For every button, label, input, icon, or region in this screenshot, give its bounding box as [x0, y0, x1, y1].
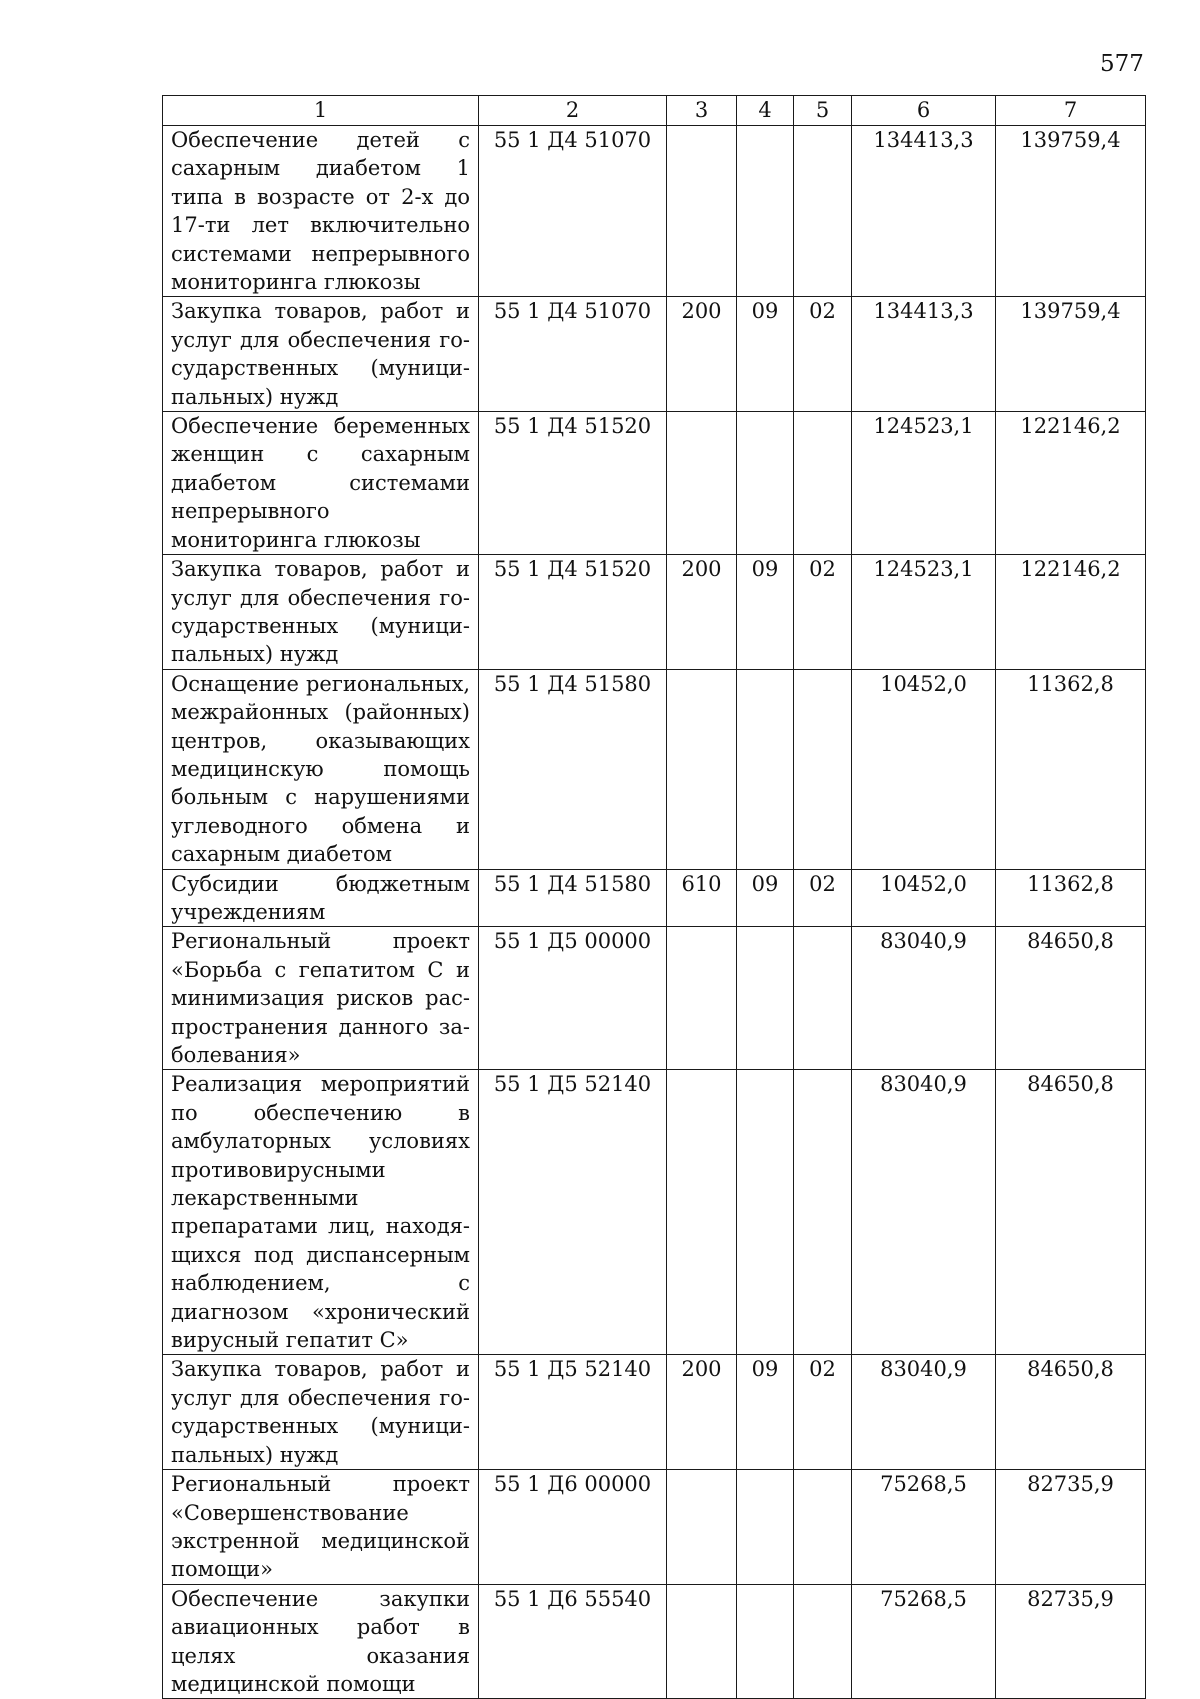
row-col-6: 75268,5	[852, 1584, 996, 1699]
row-name: Обеспечение беременных женщин с сахарным диабетом системами непрерывного мониторинга глюкозы	[163, 412, 479, 555]
table-row	[163, 1355, 1146, 1470]
row-name: Закупка товаров, работ и услуг для обеспечения государственных (муниципальных) нужд	[163, 297, 479, 412]
row-code: 55 1 Д4 51070	[479, 297, 667, 412]
row-col-5: 02	[794, 297, 852, 412]
row-col-3	[667, 669, 737, 869]
row-col-7: 11362,8	[996, 669, 1146, 869]
column-header-5: 5	[794, 96, 852, 126]
row-col-7: 84650,8	[996, 1355, 1146, 1470]
column-header-2: 2	[479, 96, 667, 126]
row-col-3: 610	[667, 869, 737, 927]
row-col-4: 09	[737, 297, 794, 412]
table-row	[163, 1070, 1146, 1355]
row-col-6: 75268,5	[852, 1470, 996, 1585]
row-col-6: 10452,0	[852, 869, 996, 927]
row-col-4	[737, 1470, 794, 1585]
row-col-7: 82735,9	[996, 1470, 1146, 1585]
row-col-6: 83040,9	[852, 927, 996, 1070]
column-header-4: 4	[737, 96, 794, 126]
row-name: Закупка товаров, работ и услуг для обеспечения государственных (муниципальных) нужд	[163, 555, 479, 670]
row-col-7: 122146,2	[996, 555, 1146, 670]
row-col-5: 02	[794, 555, 852, 670]
row-col-4: 09	[737, 1355, 794, 1470]
table-row	[163, 555, 1146, 670]
row-name: Обеспечение детей с сахарным диабетом 1 типа в возрасте от 2-х до 17-ти лет включительно системами непрерывного мониторинга глюкозы	[163, 126, 479, 297]
table-header	[163, 96, 1146, 126]
row-col-3: 200	[667, 1355, 737, 1470]
row-col-6: 124523,1	[852, 555, 996, 670]
row-col-3	[667, 1470, 737, 1585]
row-col-7: 84650,8	[996, 927, 1146, 1070]
row-col-5	[794, 412, 852, 555]
row-code: 55 1 Д6 00000	[479, 1470, 667, 1585]
budget-table	[162, 95, 1146, 1699]
row-col-4	[737, 126, 794, 297]
table-row	[163, 869, 1146, 927]
row-code: 55 1 Д4 51520	[479, 555, 667, 670]
row-col-5: 02	[794, 1355, 852, 1470]
row-col-6: 134413,3	[852, 126, 996, 297]
table-row	[163, 927, 1146, 1070]
row-col-4	[737, 927, 794, 1070]
row-col-6: 83040,9	[852, 1355, 996, 1470]
table-row	[163, 126, 1146, 297]
table-row	[163, 1470, 1146, 1585]
header-row	[163, 96, 1146, 126]
row-col-4	[737, 1070, 794, 1355]
row-col-6: 10452,0	[852, 669, 996, 869]
row-col-3: 200	[667, 297, 737, 412]
row-col-3	[667, 1584, 737, 1699]
row-code: 55 1 Д5 52140	[479, 1355, 667, 1470]
row-col-7: 139759,4	[996, 297, 1146, 412]
row-col-7: 122146,2	[996, 412, 1146, 555]
row-name: Закупка товаров, работ и услуг для обеспечения государственных (муниципальных) нужд	[163, 1355, 479, 1470]
row-name: Региональный проект «Борьба с гепатитом С и минимизация рисков распространения данного заболевания»	[163, 927, 479, 1070]
row-code: 55 1 Д4 51580	[479, 669, 667, 869]
row-name: Обеспечение закупки авиационных работ в целях оказания медицинской помощи	[163, 1584, 479, 1699]
row-col-5	[794, 126, 852, 297]
row-col-5	[794, 1470, 852, 1585]
column-header-7: 7	[996, 96, 1146, 126]
row-col-4: 09	[737, 555, 794, 670]
row-col-6: 124523,1	[852, 412, 996, 555]
row-col-5	[794, 1584, 852, 1699]
row-col-4	[737, 412, 794, 555]
row-name: Реализация мероприятий по обеспечению в амбулаторных условиях противовирусными лекарственными препаратами лиц, находящихся под диспансерным наблюдением, с диагнозом «хронический вирусный гепатит С»	[163, 1070, 479, 1355]
column-header-1: 1	[163, 96, 479, 126]
row-col-7: 84650,8	[996, 1070, 1146, 1355]
row-code: 55 1 Д4 51070	[479, 126, 667, 297]
row-code: 55 1 Д5 00000	[479, 927, 667, 1070]
row-name: Региональный проект «Совершенствование экстренной медицинской помощи»	[163, 1470, 479, 1585]
row-code: 55 1 Д4 51520	[479, 412, 667, 555]
row-col-6: 83040,9	[852, 1070, 996, 1355]
row-col-3	[667, 927, 737, 1070]
row-col-3	[667, 126, 737, 297]
row-col-7: 11362,8	[996, 869, 1146, 927]
column-header-6: 6	[852, 96, 996, 126]
table-row	[163, 412, 1146, 555]
table-row	[163, 297, 1146, 412]
row-col-3	[667, 1070, 737, 1355]
table-body	[163, 126, 1146, 1699]
row-name: Оснащение региональных, межрайонных (районных) центров, оказывающих медицинскую помощь больным с нарушениями углеводного обмена и сахарным диабетом	[163, 669, 479, 869]
column-header-3: 3	[667, 96, 737, 126]
row-col-7: 139759,4	[996, 126, 1146, 297]
row-col-5	[794, 669, 852, 869]
row-col-4	[737, 669, 794, 869]
row-col-4: 09	[737, 869, 794, 927]
row-code: 55 1 Д5 52140	[479, 1070, 667, 1355]
table-row	[163, 1584, 1146, 1699]
row-col-5	[794, 927, 852, 1070]
row-col-5	[794, 1070, 852, 1355]
row-col-4	[737, 1584, 794, 1699]
row-col-6: 134413,3	[852, 297, 996, 412]
row-name: Субсидии бюджетным учреждениям	[163, 869, 479, 927]
row-col-3	[667, 412, 737, 555]
table-row	[163, 669, 1146, 869]
row-col-5: 02	[794, 869, 852, 927]
row-code: 55 1 Д4 51580	[479, 869, 667, 927]
row-code: 55 1 Д6 55540	[479, 1584, 667, 1699]
page-number: 577	[1100, 51, 1144, 77]
row-col-3: 200	[667, 555, 737, 670]
row-col-7: 82735,9	[996, 1584, 1146, 1699]
